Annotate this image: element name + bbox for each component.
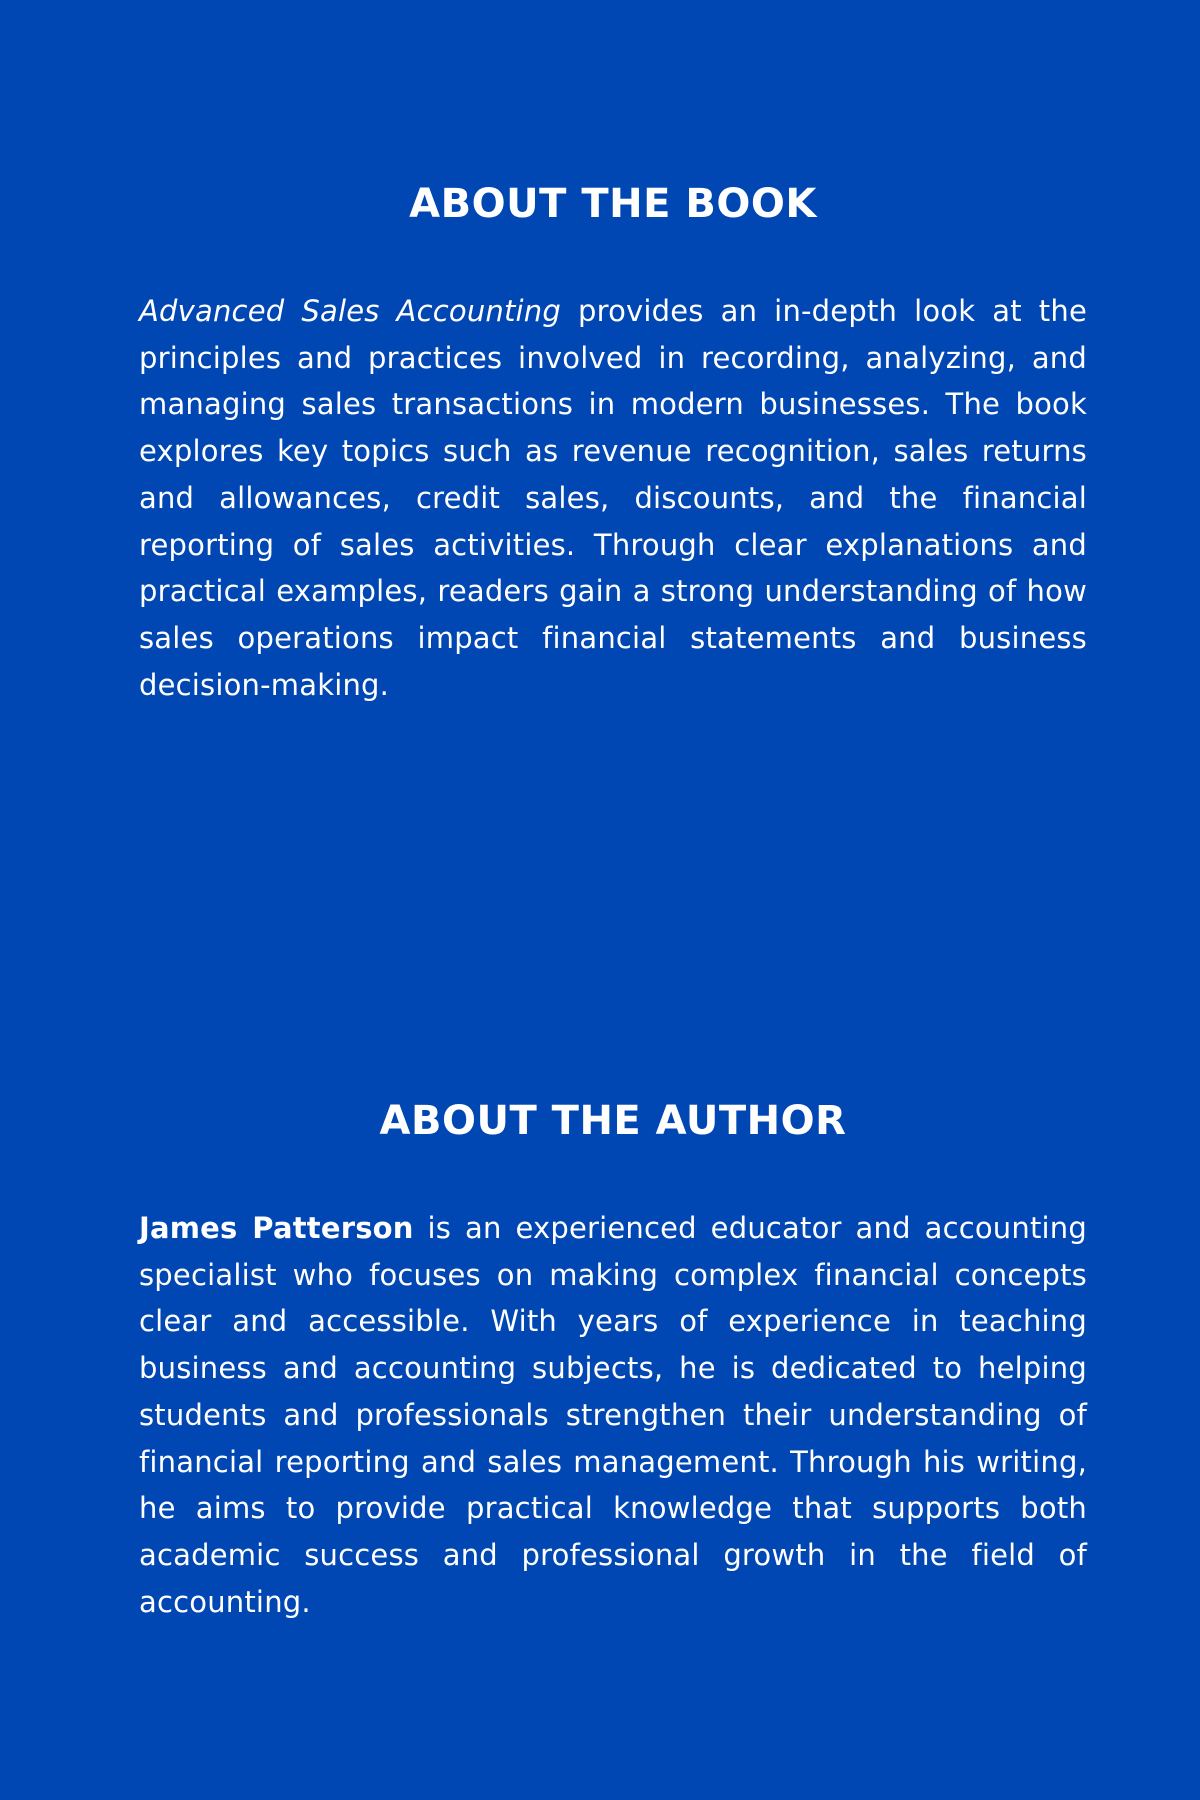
about-author-heading: ABOUT THE AUTHOR — [379, 1098, 847, 1144]
about-author-bio — [139, 1205, 1087, 1625]
author-bio-text: is an experienced educator and accounting specialist who focuses on making complex financial concepts clear and accessible. With years of experience in teaching business and accounting subjects, he is dedicated to helping students and professionals strengthen their understanding of financial reporting and sales management. Through his writing, he aims to provide practical knowledge that supports both academic success and professional growth in the field of accounting. — [139, 1211, 1087, 1619]
about-the-book-section — [139, 176, 1087, 708]
author-name: James Patterson — [139, 1211, 414, 1245]
about-book-heading: ABOUT THE BOOK — [409, 181, 817, 227]
book-title: Advanced Sales Accounting — [139, 294, 561, 328]
book-description-text: provides an in-depth look at the principles and practices involved in recording, analyzing, and managing sales transactions in modern businesses. The book explores key topics such as revenue recognition, sales returns and allowances, credit sales, discounts, and the financial reporting of sales activities. Through clear explanations and practical examples, readers gain a strong understanding of how sales operations impact financial statements and business decision-making. — [139, 294, 1087, 702]
about-the-author-section — [139, 1093, 1087, 1625]
about-book-description — [139, 288, 1087, 708]
